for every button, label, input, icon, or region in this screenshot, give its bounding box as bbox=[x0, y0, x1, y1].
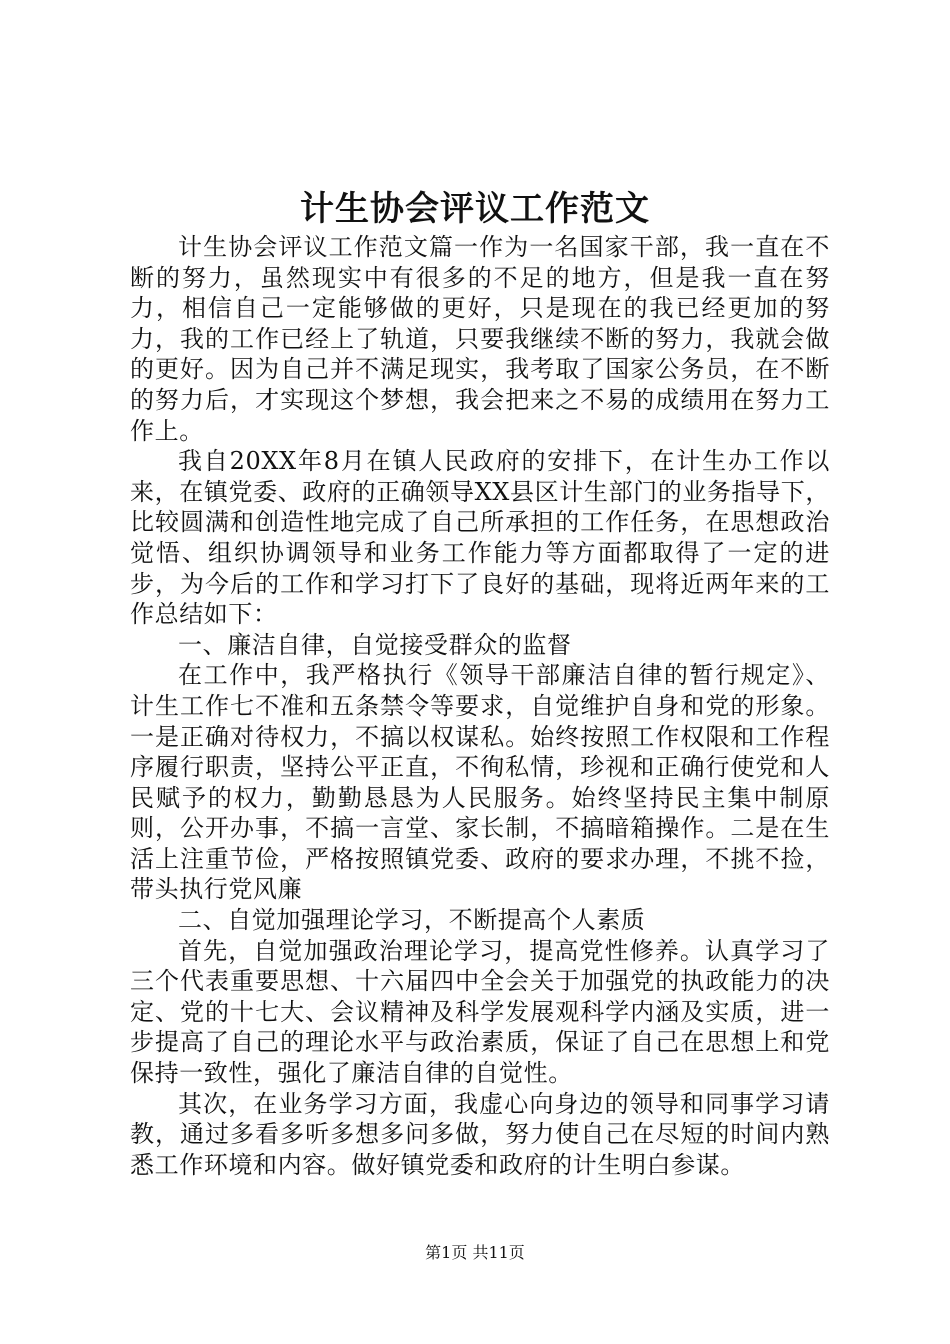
paragraph: 首先，自觉加强政治理论学习，提高党性修养。认真学习了三个代表重要思想、十六届四中全会关于加强党的执政能力的决定、党的十七大、会议精神及科学发展观科学内涵及实质，进一步提高了自己的理论水平与政治素质，保证了自己在思想上和党保持一致性，强化了廉洁自律的自觉性。 bbox=[130, 936, 830, 1088]
page-number-footer: 第1页 共11页 bbox=[425, 1243, 525, 1262]
paragraph: 我自20XX年8月在镇人民政府的安排下，在计生办工作以来，在镇党委、政府的正确领导XX县区计生部门的业务指导下，比较圆满和创造性地完成了自己所承担的工作任务，在思想政治觉悟、组织协调领导和业务工作能力等方面都取得了一定的进步，为今后的工作和学习打下了良好的基础，现将近两年来的工作总结如下： bbox=[130, 447, 830, 629]
section-heading: 二、自觉加强理论学习，不断提高个人素质 bbox=[178, 906, 646, 935]
document-body bbox=[130, 232, 830, 1180]
paragraph: 在工作中，我严格执行《领导干部廉洁自律的暂行规定》、计生工作七不准和五条禁令等要求，自觉维护自身和党的形象。一是正确对待权力，不搞以权谋私。始终按照工作权限和工作程序履行职责，坚持公平正直，不徇私情，珍视和正确行使党和人民赋予的权力，勤勤恳恳为人民服务。始终坚持民主集中制原则，公开办事，不搞一言堂、家长制，不搞暗箱操作。二是在生活上注重节俭，严格按照镇党委、政府的要求办理，不挑不捡，带头执行党风廉 bbox=[130, 661, 830, 904]
paragraph: 计生协会评议工作范文篇一作为一名国家干部，我一直在不断的努力，虽然现实中有很多的不足的地方，但是我一直在努力，相信自己一定能够做的更好，只是现在的我已经更加的努力，我的工作已经上了轨道，只要我继续不断的努力，我就会做的更好。因为自己并不满足现实，我考取了国家公务员，在不断的努力后，才实现这个梦想，我会把来之不易的成绩用在努力工作上。 bbox=[130, 233, 830, 445]
paragraph: 其次，在业务学习方面，我虚心向身边的领导和同事学习请教，通过多看多听多想多问多做，努力使自己在尽短的时间内熟悉工作环境和内容。做好镇党委和政府的计生明白参谋。 bbox=[130, 1089, 830, 1179]
section-heading: 一、廉洁自律，自觉接受群众的监督 bbox=[178, 630, 572, 659]
document-title: 计生协会评议工作范文 bbox=[300, 189, 650, 229]
